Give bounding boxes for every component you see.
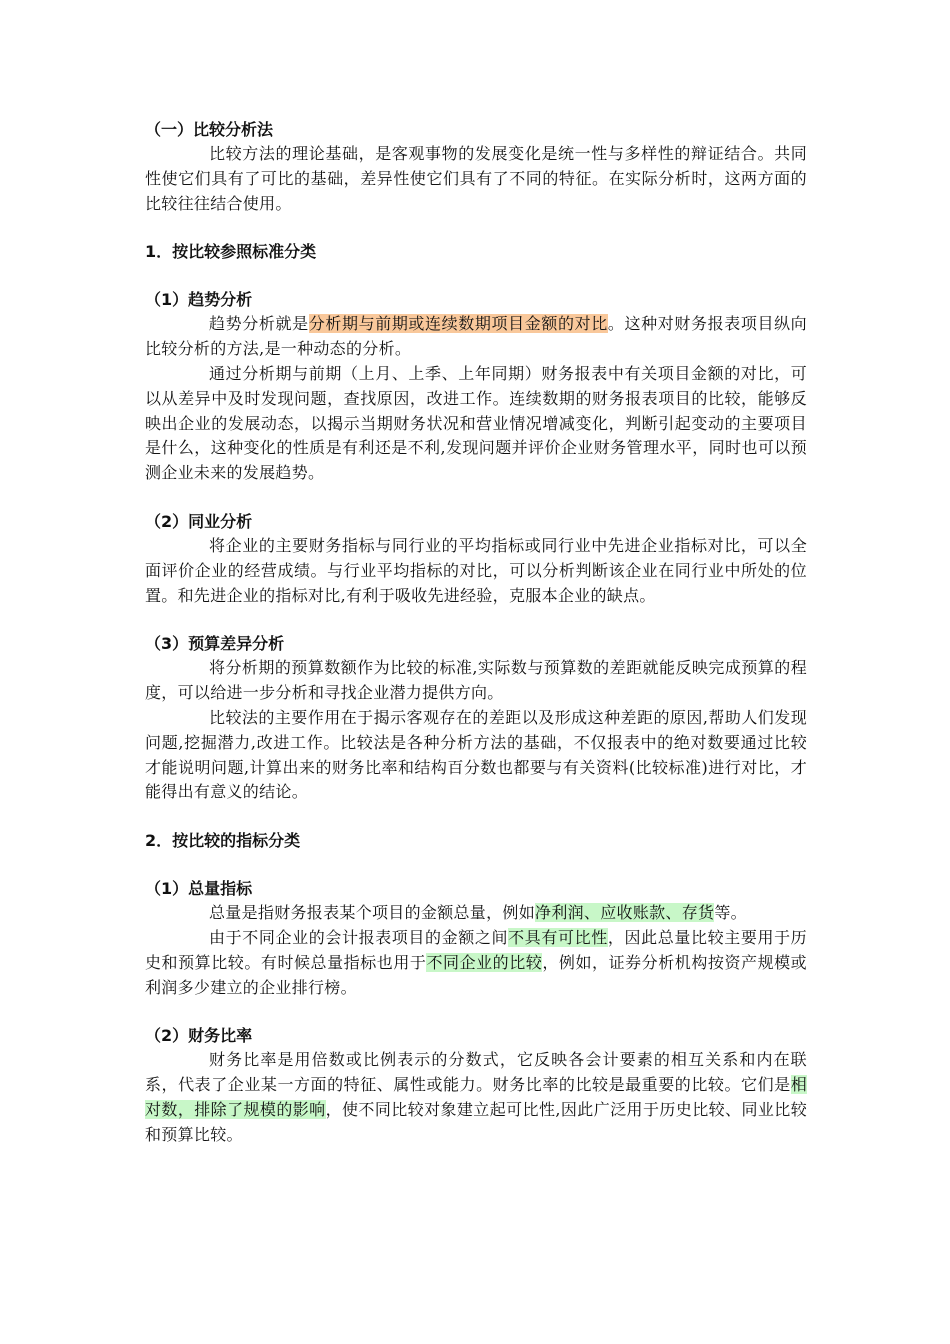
highlight-green: 不具有可比性	[508, 927, 608, 947]
section-title: （一）比较分析法	[145, 120, 274, 139]
subheading-industry-analysis: （2）同业分析	[145, 511, 253, 531]
intro-paragraph: 比较方法的理论基础，是客观事物的发展变化是统一性与多样性的辩证结合。共同性使它们具有了可比的基础，差异性使它们具有了不同的特征。在实际分析时，这两方面的比较往往结合使用。	[145, 144, 807, 213]
total-paragraph-1: 总量是指财务报表某个项目的金额总量，例如净利润、应收账款、存货等。	[209, 903, 747, 923]
ratio-paragraph: 财务比率是用倍数或比例表示的分数式，它反映各会计要素的相互关系和内在联系，代表了企业某一方面的特征、属性或能力。财务比率的比较是最重要的比较。它们是相对数，排除了规模的影响，使不同比较对象建立起可比性,因此广泛用于历史比较、同业比较和预算比较。	[145, 1050, 807, 1144]
subheading-budget-variance: （3）预算差异分析	[145, 634, 285, 654]
subheading-financial-ratio: （2）财务比率	[145, 1026, 253, 1046]
highlight-green: 净利润、应收账款、存货	[535, 903, 715, 923]
budget-paragraph-1: 将分析期的预算数额作为比较的标准,实际数与预算数的差距就能反映完成预算的程度，可以给进一步分析和寻找企业潜力提供方向。	[145, 658, 807, 703]
highlight-orange: 分析期与前期或连续数期项目金额的对比	[308, 314, 608, 334]
subheading-total-indicator: （1）总量指标	[145, 879, 253, 899]
highlight-green: 相对数，排除了规模的影响	[145, 1075, 807, 1119]
subheading-trend-analysis: （1）趋势分析	[145, 290, 253, 310]
heading-by-indicator: 2．按比较的指标分类	[145, 831, 301, 851]
heading-by-reference-standard: 1．按比较参照标准分类	[145, 242, 317, 262]
total-paragraph-2: 由于不同企业的会计报表项目的金额之间不具有可比性，因此总量比较主要用于历史和预算比较。有时候总量指标也用于不同企业的比较，例如，证券分析机构按资产规模或利润多少建立的企业排行榜。	[145, 927, 807, 997]
highlight-green: 不同企业的比较	[426, 952, 543, 972]
budget-paragraph-2: 比较法的主要作用在于揭示客观存在的差距以及形成这种差距的原因,帮助人们发现问题,挖掘潜力,改进工作。比较法是各种分析方法的基础，不仅报表中的绝对数要通过比较才能说明问题,计算出来的财务比率和结构百分数也都要与有关资料(比较标准)进行对比，才能得出有意义的结论。	[145, 707, 807, 802]
document-page	[145, 118, 807, 1148]
trend-paragraph-2: 通过分析期与前期（上月、上季、上年同期）财务报表中有关项目金额的对比，可以从差异中及时发现问题，查找原因，改进工作。连续数期的财务报表项目的比较，能够反映出企业的发展动态，以揭示当期财务状况和营业情况增减变化，判断引起变动的主要项目是什么，这种变化的性质是有利还是不利,发现问题并评价企业财务管理水平，同时也可以预测企业未来的发展趋势。	[145, 363, 807, 483]
industry-paragraph: 将企业的主要财务指标与同行业的平均指标或同行业中先进企业指标对比，可以全面评价企业的经营成绩。与行业平均指标的对比，可以分析判断该企业在同行业中所处的位置。和先进企业的指标对比,有利于吸收先进经验，克服本企业的缺点。	[145, 535, 807, 605]
trend-paragraph-1: 趋势分析就是分析期与前期或连续数期项目金额的对比。这种对财务报表项目纵向比较分析的方法,是一种动态的分析。	[145, 314, 807, 359]
